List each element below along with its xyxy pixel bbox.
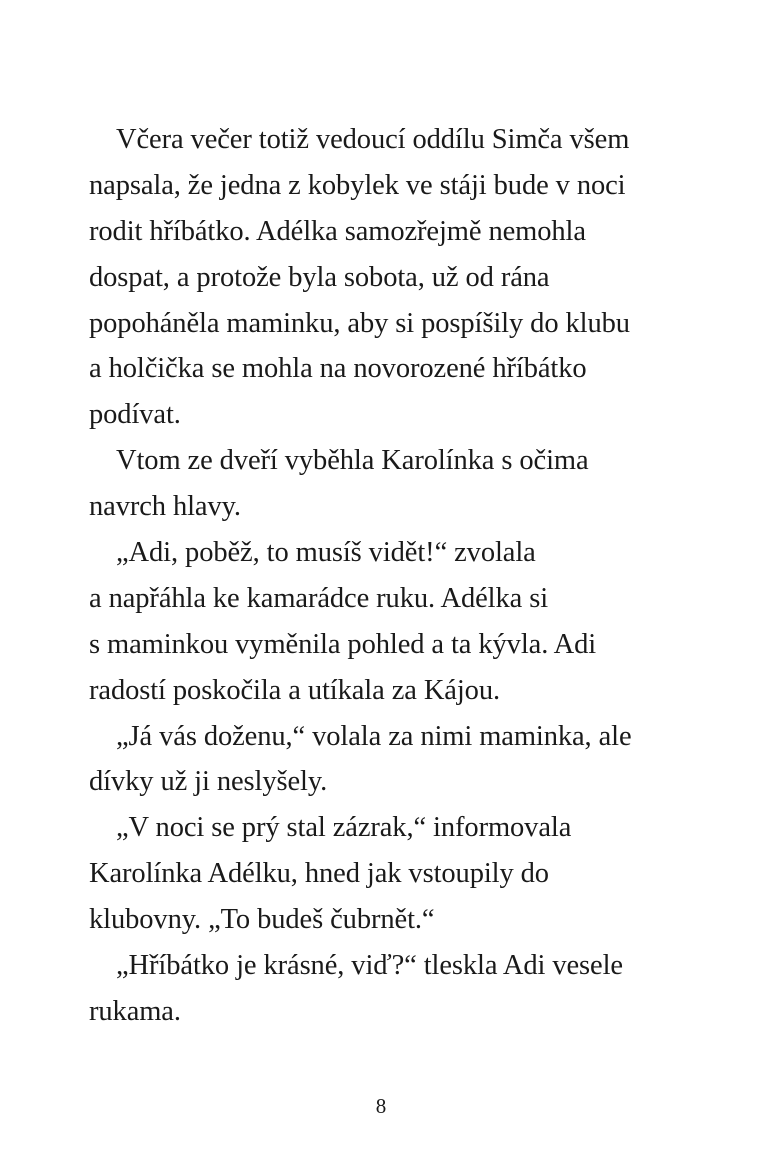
text-line: s maminkou vyměnila pohled a ta kývla. Adi	[89, 628, 597, 660]
text-line: napsala, že jedna z kobylek ve stáji bude v noci	[89, 169, 626, 201]
text-line: Karolínka Adélku, hned jak vstoupily do	[89, 858, 549, 890]
text-line: Včera večer totiž vedoucí oddílu Simča všem	[116, 124, 630, 155]
text-line: klubovny. „To budeš čubrnět.“	[89, 904, 435, 936]
text-line: „V noci se prý stal zázrak,“ informovala	[116, 812, 572, 844]
text-line: a napřáhla ke kamarádce ruku. Adélka si	[89, 582, 549, 614]
text-line: dospat, a protože byla sobota, už od rána	[89, 261, 550, 293]
text-line: a holčička se mohla na novorozené hříbátko	[89, 353, 587, 385]
text-line: Vtom ze dveří vyběhla Karolínka s očima	[116, 445, 589, 477]
text-line: dívky už ji neslyšely.	[89, 766, 328, 798]
text-line: popoháněla maminku, aby si pospíšily do klubu	[89, 307, 630, 339]
text-line: radostí poskočila a utíkala za Kájou.	[89, 674, 500, 706]
text-line: podívat.	[89, 399, 181, 431]
text-line: „Hříbátko je krásné, viď?“ tleskla Adi vesele	[116, 950, 623, 982]
text-line: „Já vás doženu,“ volala za nimi maminka, ale	[116, 720, 632, 752]
text-line: rukama.	[89, 995, 181, 1027]
body-text	[89, 117, 689, 1035]
text-line: rodit hříbátko. Adélka samozřejmě nemohla	[89, 215, 586, 247]
text-line: navrch hlavy.	[89, 491, 241, 523]
text-line: „Adi, poběž, to musíš vidět!“ zvolala	[116, 537, 536, 569]
page-number: 8	[375, 1094, 387, 1118]
